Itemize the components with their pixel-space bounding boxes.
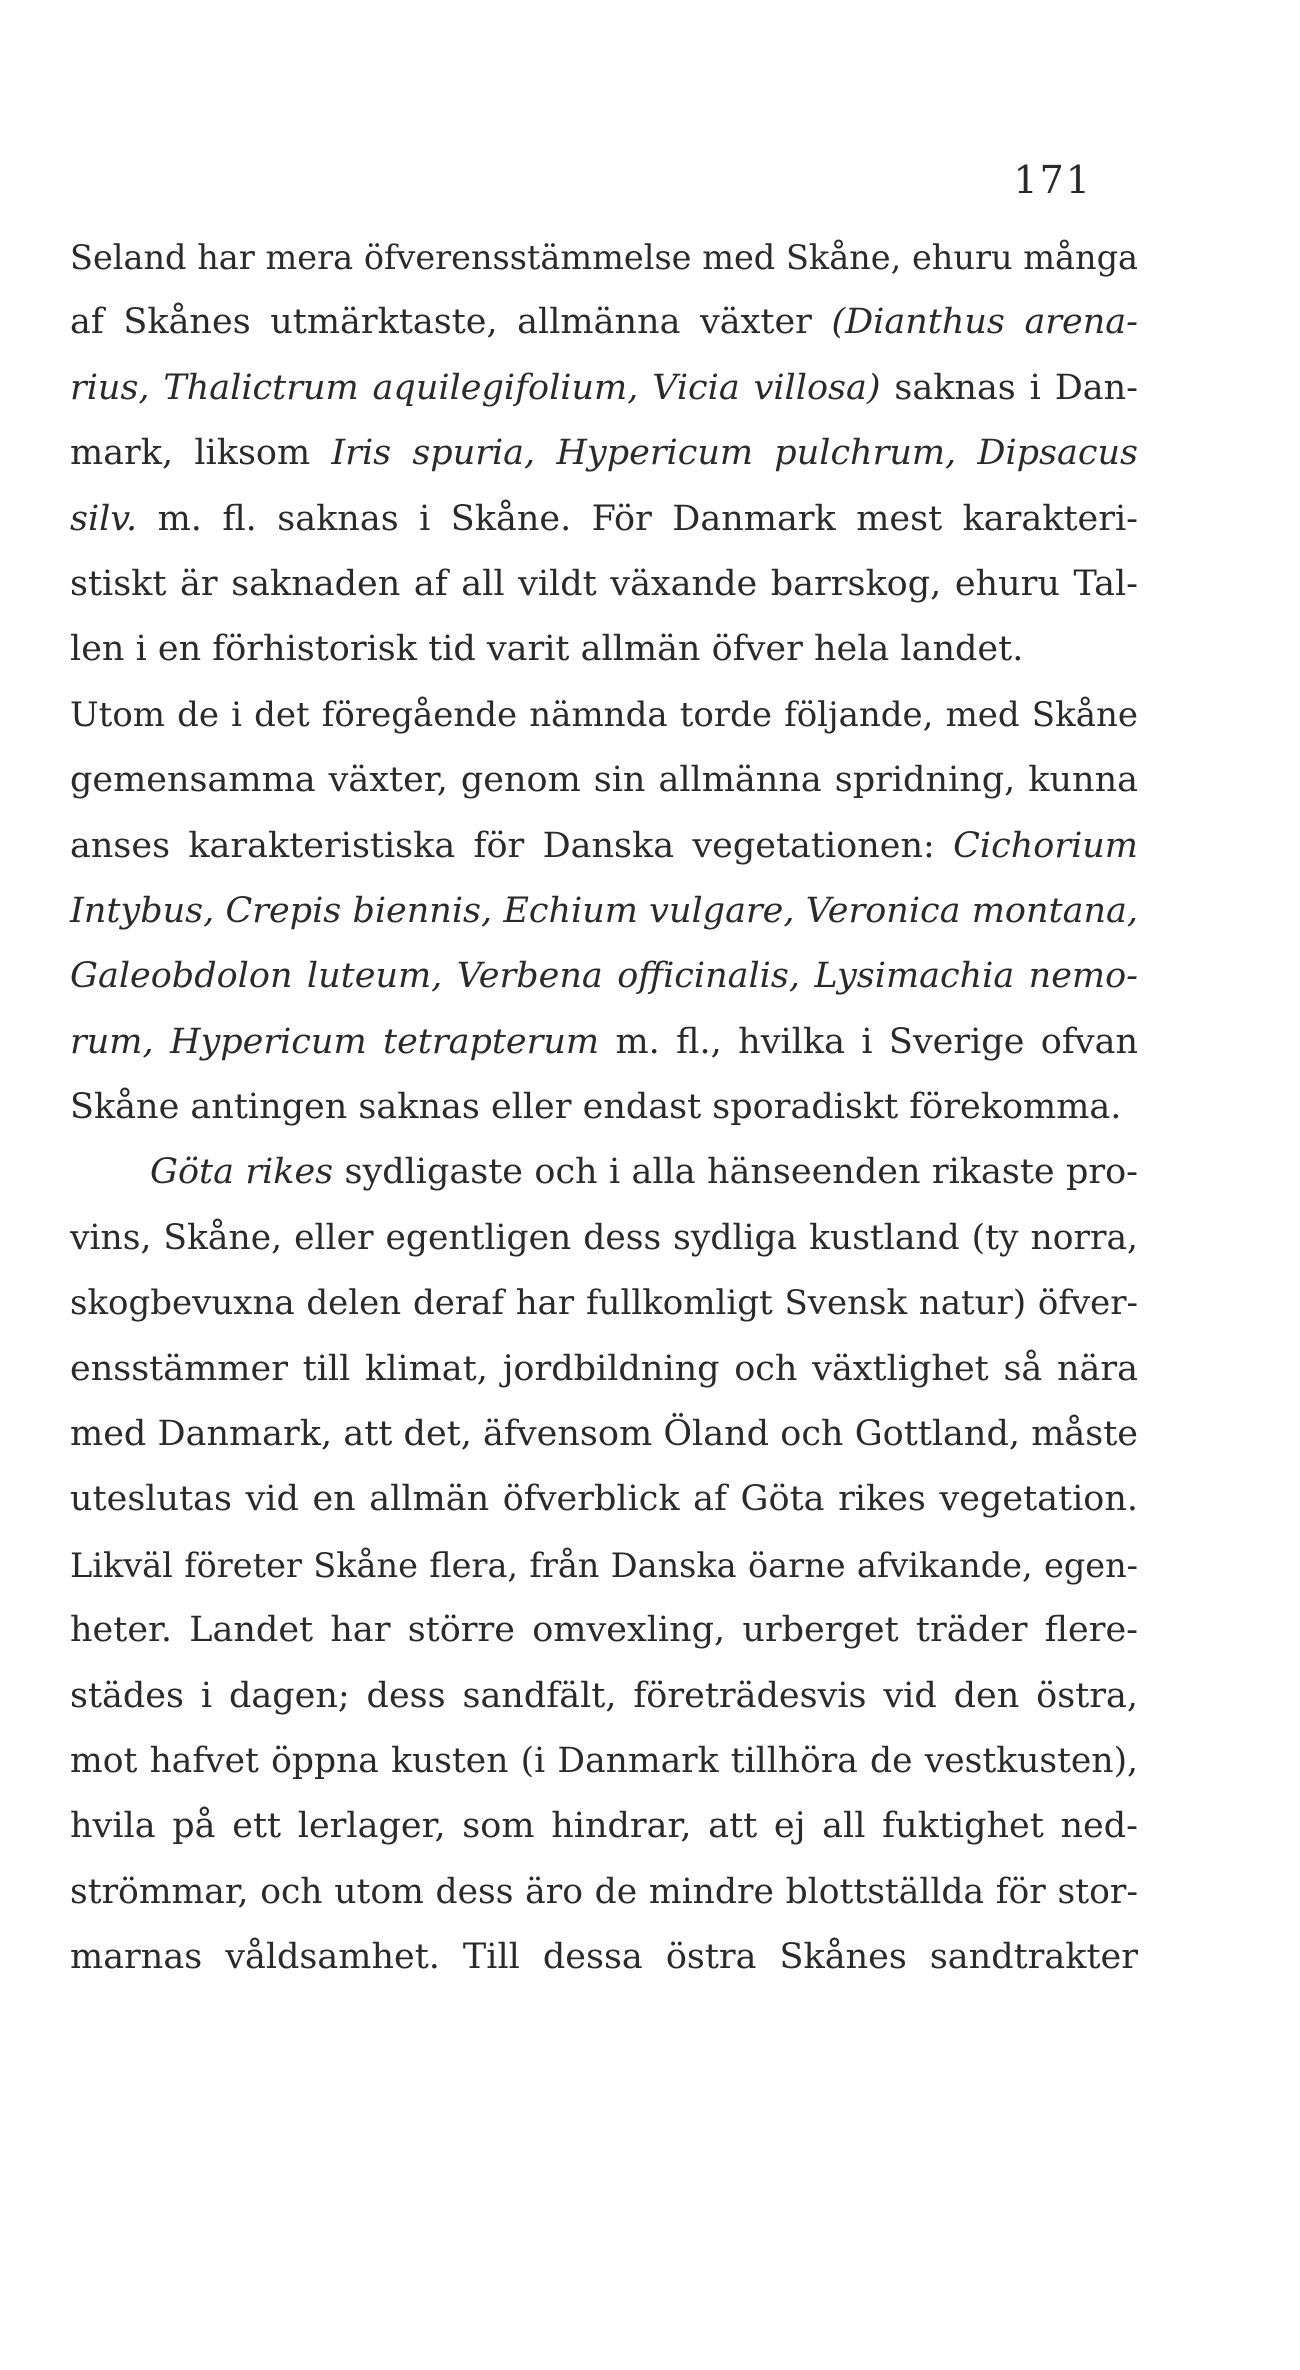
text-line [70, 290, 1138, 355]
body-text [70, 225, 1138, 1991]
text-line [70, 1533, 1138, 1598]
text-line [70, 1140, 1138, 1205]
text-run: Seland har mera öfverensstämmelse med Skåne, ehuru många [70, 238, 1138, 277]
text-line [70, 1729, 1138, 1794]
text-run: vins, Skåne, eller egentligen dess sydliga kustland (ty norra, [70, 1217, 1138, 1258]
text-run: mark, liksom [70, 433, 332, 474]
text-run: ensstämmer till klimat, jordbildning och växtlighet så nära [70, 1348, 1138, 1389]
text-run: mot hafvet öppna kusten (i Danmark tillhöra de vestkusten), [70, 1740, 1138, 1781]
text-line [70, 1794, 1138, 1859]
text-line [70, 225, 1138, 290]
text-line [70, 552, 1138, 617]
text-line [70, 1075, 1138, 1140]
text-line [70, 1860, 1138, 1925]
text-line [70, 879, 1138, 944]
italic-run: rum, Hypericum tetrapterum [70, 1021, 600, 1062]
text-line [70, 487, 1138, 552]
text-line [70, 944, 1138, 1009]
text-line [70, 421, 1138, 486]
text-run: gemensamma växter, genom sin allmänna spridning, kunna [70, 760, 1138, 801]
italic-run: Göta rikes [150, 1152, 334, 1193]
text-line [70, 617, 1138, 682]
text-run: Likväl företer Skåne flera, från Danska öarne afvikande, egen- [70, 1545, 1138, 1585]
text-run: hvila på ett lerlager, som hindrar, att ej all fuktighet ned- [70, 1806, 1138, 1847]
text-run: Utom de i det föregående nämnda torde följande, med Skåne [70, 694, 1138, 735]
text-run: m. fl. saknas i Skåne. För Danmark mest karakteri- [137, 498, 1138, 539]
text-line [70, 1206, 1138, 1271]
text-run: stiskt är saknaden af all vildt växande barrskog, ehuru Tal- [70, 563, 1138, 604]
italic-run: (Dianthus arena- [831, 302, 1138, 343]
italic-run: Cichorium [953, 825, 1138, 866]
text-line [70, 1467, 1138, 1532]
text-line [70, 1402, 1138, 1467]
text-run: heter. Landet har större omvexling, urberget träder flere- [70, 1610, 1138, 1651]
text-line [70, 814, 1138, 879]
text-run: af Skånes utmärktaste, allmänna växter [70, 302, 832, 343]
text-line [70, 683, 1138, 748]
text-line [70, 1664, 1138, 1729]
text-run: m. fl., hvilka i Sverige ofvan [599, 1021, 1138, 1062]
text-line [70, 748, 1138, 813]
text-line [70, 356, 1138, 421]
text-run: med Danmark, att det, äfvensom Öland och Gottland, måste [70, 1414, 1138, 1455]
text-run: saknas i Dan- [880, 367, 1138, 408]
text-line [70, 1598, 1138, 1663]
italic-run: Iris spuria, Hypericum pulchrum, Dipsacus [331, 433, 1138, 474]
text-line [70, 1337, 1138, 1402]
text-run: Skåne antingen saknas eller endast sporadiskt förekomma. [70, 1087, 1122, 1128]
text-line [70, 1010, 1138, 1075]
text-run: strömmar, och utom dess äro de mindre blottställda för stor- [70, 1871, 1138, 1912]
text-run: marnas våldsamhet. Till dessa östra Skånes sandtrakter [70, 1937, 1138, 1978]
text-run: städes i dagen; dess sandfält, företrädesvis vid den östra, [70, 1675, 1138, 1716]
text-line [70, 1925, 1138, 1990]
text-run: anses karakteristiska för Danska vegetationen: [70, 825, 954, 866]
text-run: skogbevuxna delen deraf har fullkomligt Svensk natur) öfver- [70, 1283, 1138, 1324]
italic-run: Galeobdolon luteum, Verbena officinalis, Lysimachia nemo- [70, 956, 1138, 997]
text-run: len i en förhistorisk tid varit allmän öfver hela landet. [70, 629, 1024, 670]
italic-run: silv. [70, 498, 138, 539]
text-line [70, 1271, 1138, 1336]
text-run: uteslutas vid en allmän öfverblick af Göta rikes vegetation. [70, 1479, 1138, 1520]
italic-run: rius, Thalictrum aquilegifolium, Vicia villosa) [70, 367, 881, 408]
italic-run: Intybus, Crepis biennis, Echium vulgare, Veronica montana, [70, 890, 1138, 931]
page-number: 171 [1013, 158, 1092, 202]
text-run: sydligaste och i alla hänseenden rikaste pro- [333, 1152, 1138, 1193]
